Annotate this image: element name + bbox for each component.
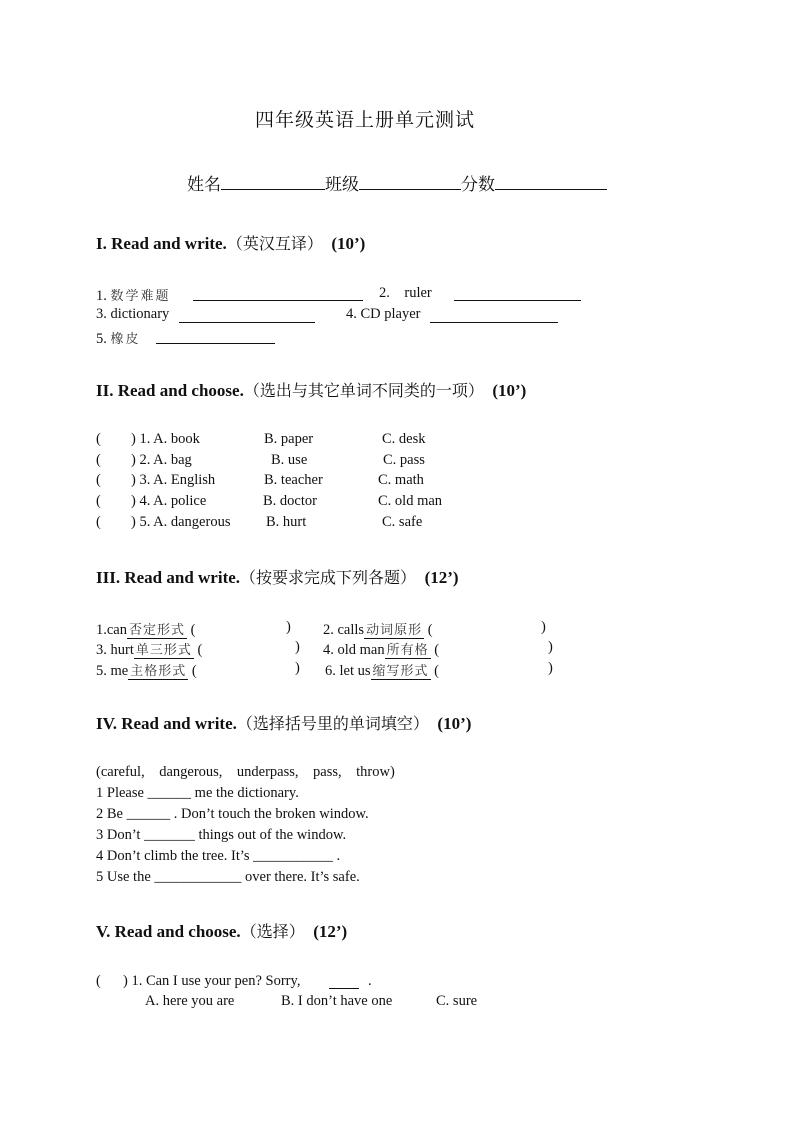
name-label: 姓名 bbox=[187, 175, 221, 195]
s4-sentence-4[interactable]: 4 Don’t climb the tree. It’s ___________ . bbox=[96, 848, 341, 864]
s5-q1-end: . bbox=[368, 973, 372, 989]
section-1-points: (10’) bbox=[331, 234, 366, 253]
name-field[interactable] bbox=[221, 171, 325, 190]
s2-row-1-paren[interactable]: ( bbox=[96, 431, 101, 447]
s1-item-4: 4. CD player bbox=[346, 306, 421, 322]
s2-row-4-paren[interactable]: ( bbox=[96, 493, 101, 509]
s4-sentence-2[interactable]: 2 Be ______ . Don’t touch the broken window. bbox=[96, 806, 369, 822]
s2-row-1-option-a: ) 1. A. book bbox=[131, 431, 200, 447]
item-number: 2. bbox=[379, 285, 390, 301]
s1-answer-line-1[interactable] bbox=[193, 300, 363, 301]
s5-q1-paren[interactable]: ( bbox=[96, 973, 101, 989]
item-hint: 所有格 bbox=[386, 643, 429, 658]
score-field[interactable] bbox=[495, 171, 607, 190]
answer-open[interactable]: ( bbox=[191, 663, 197, 679]
item-hint: 单三形式 bbox=[135, 643, 192, 658]
item-word: 6. let us bbox=[325, 663, 371, 679]
item-hint: 否定形式 bbox=[129, 623, 186, 638]
item-word: 3. hurt bbox=[96, 642, 134, 658]
s3-item-4 bbox=[323, 639, 439, 659]
s2-row-2-option-c: C. pass bbox=[383, 452, 425, 468]
s3-item-1-close: ) bbox=[286, 619, 291, 635]
section-3-heading bbox=[96, 565, 459, 588]
section-5-heading bbox=[96, 919, 347, 942]
section-3-title: III. Read and write. bbox=[96, 568, 241, 587]
s1-answer-line-5[interactable] bbox=[156, 343, 275, 344]
item-word: ruler bbox=[404, 285, 432, 301]
s2-row-5-option-b: B. hurt bbox=[266, 514, 307, 530]
s3-item-6-close: ) bbox=[548, 660, 553, 676]
s2-row-3-paren[interactable]: ( bbox=[96, 472, 101, 488]
s1-item-5 bbox=[96, 328, 141, 348]
s1-answer-line-3[interactable] bbox=[179, 322, 315, 323]
s3-item-3-close: ) bbox=[295, 639, 300, 655]
section-1-heading bbox=[96, 231, 365, 254]
s2-row-2-option-b: B. use bbox=[271, 452, 308, 468]
item-hint: 缩写形式 bbox=[372, 664, 429, 679]
item-word: 4. old man bbox=[323, 642, 385, 658]
s5-q1-option-c[interactable]: C. sure bbox=[436, 993, 478, 1009]
s2-row-5-paren[interactable]: ( bbox=[96, 514, 101, 530]
item-word: 数学难题 bbox=[110, 289, 171, 304]
answer-open[interactable]: ( bbox=[434, 642, 440, 658]
answer-open[interactable]: ( bbox=[190, 622, 196, 638]
section-1-title-cn: （英汉互译） bbox=[226, 234, 323, 253]
s1-item-2 bbox=[379, 285, 432, 302]
item-word: 1.can bbox=[96, 622, 127, 638]
section-5-points: (12’) bbox=[313, 922, 348, 941]
item-word: 2. calls bbox=[323, 622, 365, 638]
section-2-title: II. Read and choose. bbox=[96, 381, 244, 400]
item-hint: 主格形式 bbox=[130, 664, 187, 679]
s2-row-4-option-a: ) 4. A. police bbox=[131, 493, 207, 509]
s2-row-1-option-b: B. paper bbox=[264, 431, 314, 447]
s2-row-2-option-a: ) 2. A. bag bbox=[131, 452, 192, 468]
s3-item-3 bbox=[96, 639, 202, 659]
s4-sentence-1[interactable]: 1 Please ______ me the dictionary. bbox=[96, 785, 299, 801]
s2-row-5-option-c: C. safe bbox=[382, 514, 423, 530]
section-2-points: (10’) bbox=[492, 381, 527, 400]
section-4-points: (10’) bbox=[437, 714, 472, 733]
s2-row-2-paren[interactable]: ( bbox=[96, 452, 101, 468]
s2-row-5-option-a: ) 5. A. dangerous bbox=[131, 514, 231, 530]
s3-item-5-close: ) bbox=[295, 660, 300, 676]
s3-item-2 bbox=[323, 619, 433, 639]
section-5-title-cn: （选择） bbox=[240, 922, 305, 941]
answer-open[interactable]: ( bbox=[427, 622, 433, 638]
s1-item-1 bbox=[96, 285, 171, 305]
s4-sentence-3[interactable]: 3 Don’t _______ things out of the window. bbox=[96, 827, 347, 843]
s1-answer-line-4[interactable] bbox=[430, 322, 558, 323]
s2-row-3-option-a: ) 3. A. English bbox=[131, 472, 216, 488]
section-5-title: V. Read and choose. bbox=[96, 922, 241, 941]
item-word: 5. me bbox=[96, 663, 129, 679]
s5-q1-text: ) 1. Can I use your pen? Sorry, bbox=[123, 973, 301, 989]
word-bank: (careful, dangerous, underpass, pass, throw) bbox=[96, 764, 395, 780]
answer-open[interactable]: ( bbox=[434, 663, 439, 679]
item-word: 橡皮 bbox=[110, 332, 141, 347]
s4-sentence-5[interactable]: 5 Use the ____________ over there. It’s safe. bbox=[96, 869, 360, 885]
s5-q1-option-a[interactable]: A. here you are bbox=[145, 993, 235, 1009]
page-title: 四年级英语上册单元测试 bbox=[255, 109, 476, 131]
s5-q1-blank[interactable] bbox=[329, 988, 359, 989]
s3-item-6 bbox=[325, 660, 439, 680]
section-1-title: I. Read and write. bbox=[96, 234, 227, 253]
section-3-points: (12’) bbox=[424, 568, 459, 587]
student-info-line bbox=[187, 170, 607, 195]
s3-item-4-close: ) bbox=[548, 639, 553, 655]
s1-item-3: 3. dictionary bbox=[96, 306, 170, 322]
s2-row-3-option-b: B. teacher bbox=[264, 472, 323, 488]
section-4-heading bbox=[96, 711, 471, 734]
section-4-title: IV. Read and write. bbox=[96, 714, 237, 733]
class-field[interactable] bbox=[359, 171, 461, 190]
section-2-heading bbox=[96, 378, 526, 401]
s1-answer-line-2[interactable] bbox=[454, 300, 581, 301]
s2-row-4-option-c: C. old man bbox=[378, 493, 443, 509]
item-number: 1. bbox=[96, 288, 107, 304]
s2-row-3-option-c: C. math bbox=[378, 472, 424, 488]
score-label: 分数 bbox=[461, 175, 495, 195]
item-number: 5. bbox=[96, 331, 107, 347]
section-2-title-cn: （选出与其它单词不同类的一项） bbox=[243, 381, 484, 400]
s3-item-2-close: ) bbox=[541, 619, 546, 635]
class-label: 班级 bbox=[325, 175, 359, 195]
s3-item-1 bbox=[96, 619, 195, 639]
item-hint: 动词原形 bbox=[366, 623, 423, 638]
s2-row-4-option-b: B. doctor bbox=[263, 493, 317, 509]
section-3-title-cn: （按要求完成下列各题） bbox=[240, 568, 417, 587]
section-4-title-cn: （选择括号里的单词填空） bbox=[236, 714, 429, 733]
s3-item-5 bbox=[96, 660, 197, 680]
answer-open[interactable]: ( bbox=[197, 642, 203, 658]
s5-q1-option-b[interactable]: B. I don’t have one bbox=[281, 993, 393, 1009]
s2-row-1-option-c: C. desk bbox=[382, 431, 426, 447]
